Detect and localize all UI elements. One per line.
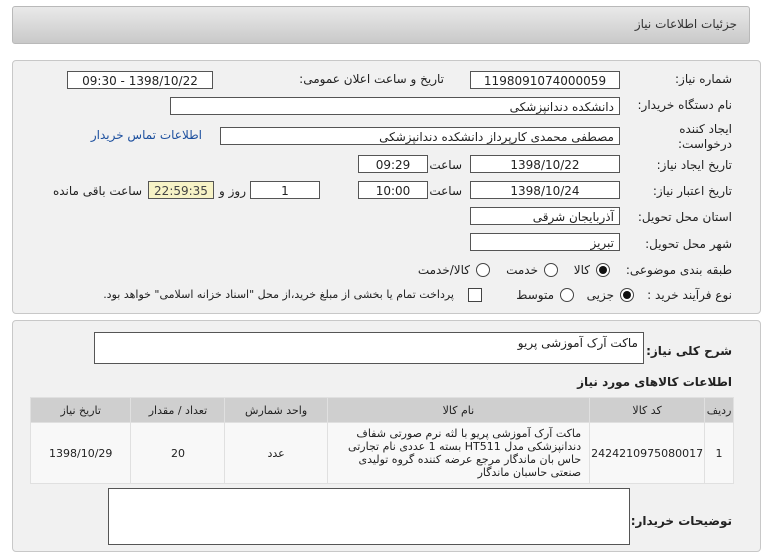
- process-medium-radio[interactable]: [560, 288, 574, 302]
- category-service-label: خدمت: [506, 263, 538, 277]
- page-title: جزئیات اطلاعات نیاز: [634, 17, 737, 31]
- category-goods-label: کالا: [573, 263, 590, 277]
- cell-code: 2424210975080017: [590, 423, 705, 484]
- valid-date-label: تاریخ اعتبار نیاز:: [652, 184, 732, 198]
- process-minor-radio[interactable]: [620, 288, 634, 302]
- valid-time-field[interactable]: 10:00: [358, 181, 428, 199]
- cell-date: 1398/10/29: [31, 423, 131, 484]
- announce-label: تاریخ و ساعت اعلان عمومی:: [299, 72, 444, 86]
- category-goods-service-label: کالا/خدمت: [417, 263, 470, 277]
- created-date-label: تاریخ ایجاد نیاز:: [656, 158, 732, 172]
- col-date: تاریخ نیاز: [31, 398, 131, 423]
- creator-field[interactable]: مصطفی محمدی کارپرداز دانشکده دندانپزشکی: [220, 127, 620, 145]
- cell-name: ماکت آرک آموزشی پریو با لثه نرم صورتی شفاف دندانپزشکی مدل HT511 بسته 1 عددی نام تجارتی حاس بان ماندگار مرجع عرضه کننده گروه تولیدی صنعتی حاسبان ماندگار: [327, 423, 589, 484]
- process-medium-label: متوسط: [516, 288, 554, 302]
- col-code: کد کالا: [590, 398, 705, 423]
- cell-qty: 20: [131, 423, 225, 484]
- category-label: طبقه بندی موضوعی:: [625, 263, 732, 277]
- remaining-time-field: 22:59:35: [148, 181, 214, 199]
- goods-table: [30, 397, 734, 484]
- col-row: ردیف: [705, 398, 734, 423]
- buyer-notes-field[interactable]: [108, 488, 630, 545]
- process-minor-label: جزیی: [586, 288, 614, 302]
- page-header: [12, 6, 750, 44]
- province-label: استان محل تحویل:: [637, 210, 732, 224]
- creator-label-line2: درخواست:: [678, 137, 732, 151]
- need-number-label: شماره نیاز:: [675, 72, 732, 86]
- col-name: نام کالا: [327, 398, 589, 423]
- city-label: شهر محل تحویل:: [645, 237, 732, 251]
- goods-section-title: اطلاعات کالاهای مورد نیاز: [577, 375, 732, 389]
- created-date-field[interactable]: 1398/10/22: [470, 155, 620, 173]
- buyer-notes-label: توضیحات خریدار:: [630, 514, 732, 528]
- creator-label-line1: ایجاد کننده: [679, 122, 732, 136]
- cell-unit: عدد: [225, 423, 327, 484]
- summary-field[interactable]: ماکت آرک آموزشی پریو: [94, 332, 644, 364]
- col-qty: تعداد / مقدار: [131, 398, 225, 423]
- category-service-radio[interactable]: [544, 263, 558, 277]
- days-label: روز و: [219, 184, 246, 198]
- remaining-label: ساعت باقی مانده: [52, 184, 142, 198]
- created-time-label: ساعت: [429, 158, 462, 172]
- cell-row: 1: [705, 423, 734, 484]
- days-field[interactable]: 1: [250, 181, 320, 199]
- created-time-field[interactable]: 09:29: [358, 155, 428, 173]
- city-field[interactable]: تبریز: [470, 233, 620, 251]
- category-goods-radio[interactable]: [596, 263, 610, 277]
- category-goods-service-radio[interactable]: [476, 263, 490, 277]
- buyer-org-field[interactable]: دانشکده دندانپزشکی: [170, 97, 620, 115]
- treasury-payment-checkbox[interactable]: [468, 288, 482, 302]
- summary-label: شرح کلی نیاز:: [646, 344, 732, 358]
- need-number-field[interactable]: 1198091074000059: [470, 71, 620, 89]
- process-label: نوع فرآیند خرید :: [647, 288, 732, 302]
- col-unit: واحد شمارش: [225, 398, 327, 423]
- treasury-payment-note: پرداخت تمام یا بخشی از مبلغ خرید،از محل "اسناد خزانه اسلامی" خواهد بود.: [103, 288, 454, 301]
- announce-field[interactable]: 1398/10/22 - 09:30: [67, 71, 213, 89]
- table-row: [31, 423, 734, 484]
- buyer-org-label: نام دستگاه خریدار:: [637, 98, 732, 112]
- contact-info-link[interactable]: اطلاعات تماس خریدار: [90, 128, 202, 142]
- valid-time-label: ساعت: [429, 184, 462, 198]
- valid-date-field[interactable]: 1398/10/24: [470, 181, 620, 199]
- province-field[interactable]: آذربایجان شرقی: [470, 207, 620, 225]
